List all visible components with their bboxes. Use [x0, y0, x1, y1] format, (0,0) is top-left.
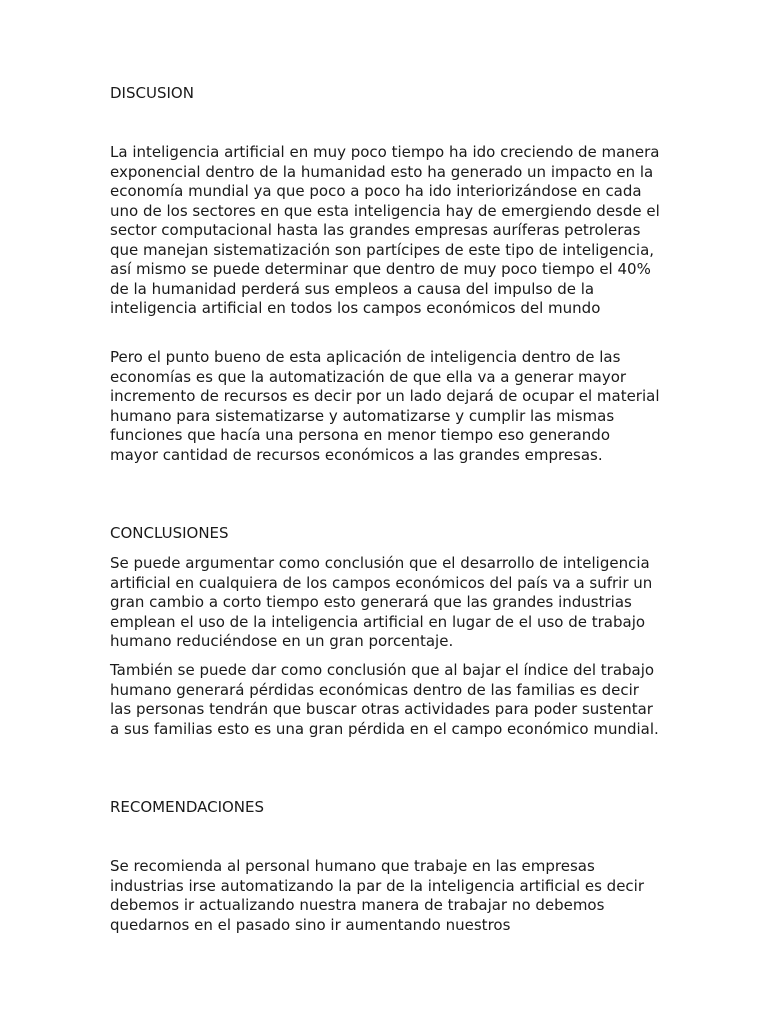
- recommendations-heading: RECOMENDACIONES: [110, 798, 265, 816]
- conclusions-heading: CONCLUSIONES: [110, 524, 229, 542]
- discussion-heading: DISCUSION: [110, 84, 194, 102]
- recommendations-paragraph-1: Se recomienda al personal humano que trabaje en las empresas industrias irse automatizando la par de la inteligencia artificial es decir debemos ir actualizando nuestra manera de trabajar no debemos quedarnos en el pasado sino ir aumentando nuestros: [110, 857, 645, 934]
- conclusions-paragraph-2: También se puede dar como conclusión que al bajar el índice del trabajo humano generará pérdidas económicas dentro de las familias es decir las personas tendrán que buscar otras actividades para poder sustentar a sus familias esto es una gran pérdida en el campo económico mundial.: [110, 661, 659, 738]
- discussion-paragraph-2: Pero el punto bueno de esta aplicación de inteligencia dentro de las economías es que la automatización de que ella va a generar mayor incremento de recursos es decir por un lado dejará de ocupar el material humano para sistematizarse y automatizarse y cumplir las mismas funciones que hacía una persona en menor tiempo eso generando mayor cantidad de recursos económicos a las grandes empresas.: [110, 348, 660, 464]
- conclusions-paragraph-1: Se puede argumentar como conclusión que el desarrollo de inteligencia artificial en cualquiera de los campos económicos del país va a sufrir un gran cambio a corto tiempo esto generará que las grandes industrias emplean el uso de la inteligencia artificial en lugar de el uso de trabajo humano reduciéndose en un gran porcentaje.: [110, 554, 653, 650]
- discussion-paragraph-1: La inteligencia artificial en muy poco tiempo ha ido creciendo de manera exponencial dentro de la humanidad esto ha generado un impacto en la economía mundial ya que poco a poco ha ido interiorizándose en cada uno de los sectores en que esta inteligencia hay de emergiendo desde el sector computacional hasta las grandes empresas auríferas petroleras que manejan sistematización son partícipes de este tipo de inteligencia, así mismo se puede determinar que dentro de muy poco tiempo el 40% de la humanidad perderá sus empleos a causa del impulso de la inteligencia artificial en todos los campos económicos del mundo: [110, 143, 660, 317]
